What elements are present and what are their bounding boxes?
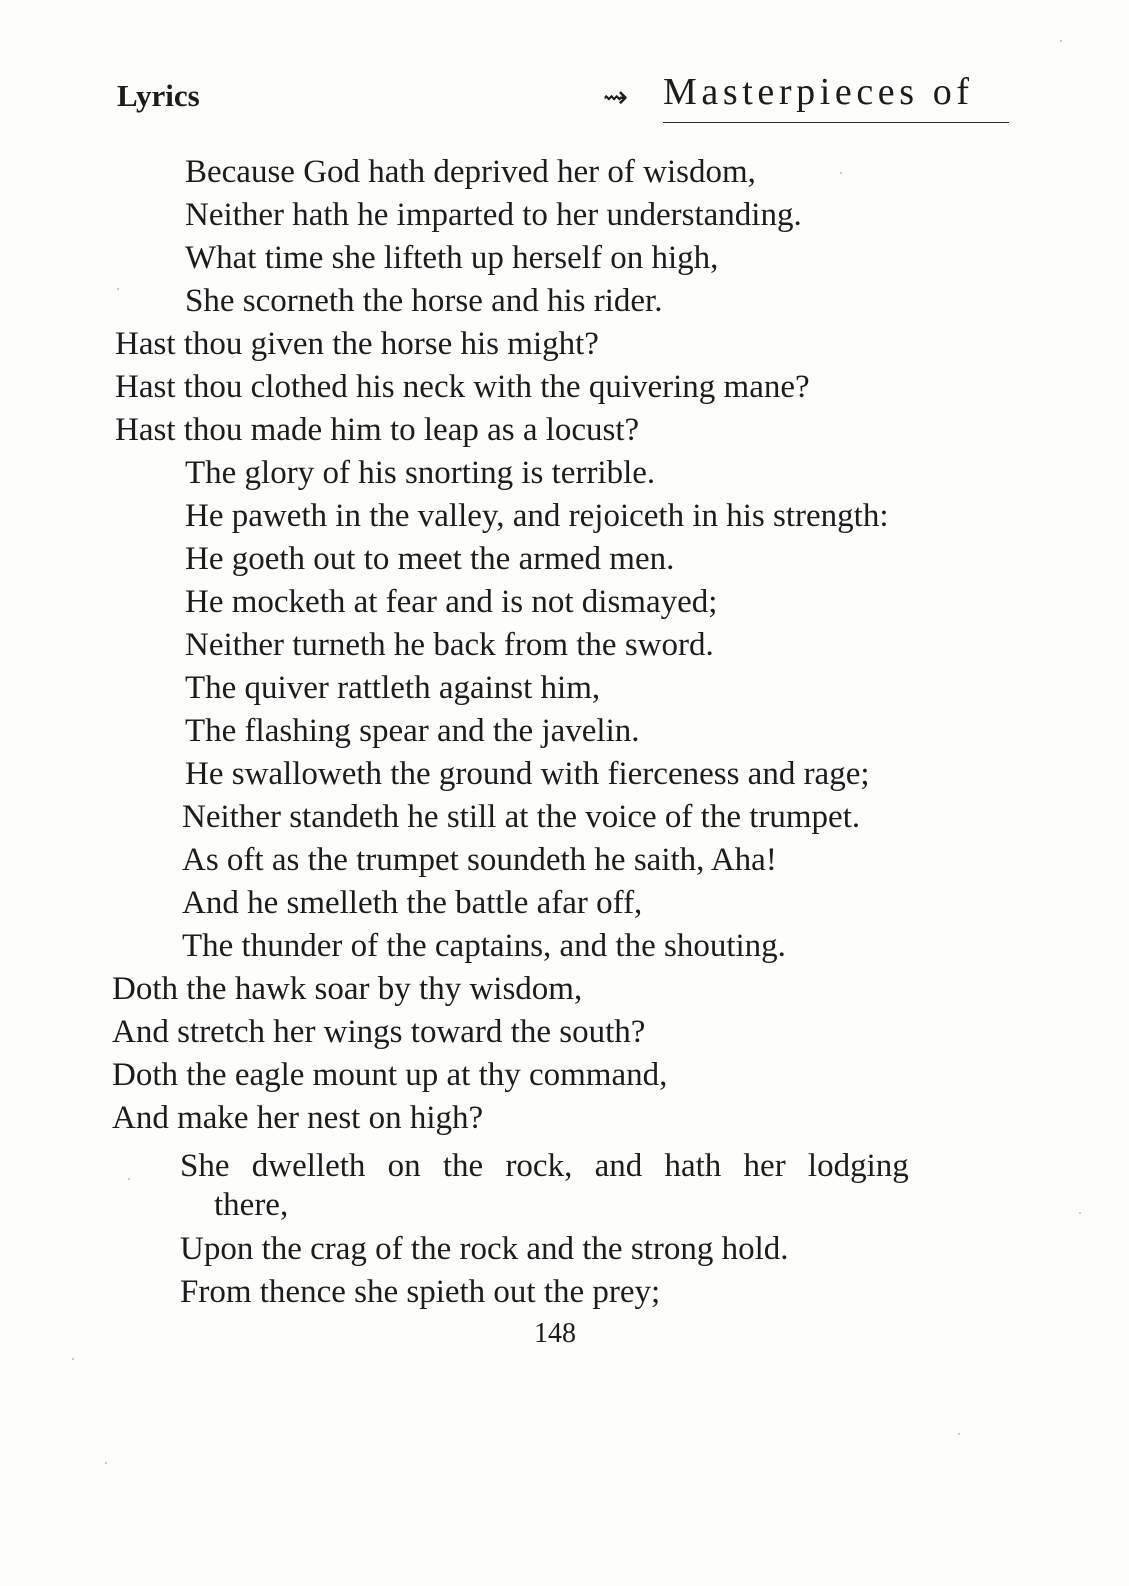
poem-line: The quiver rattleth against him,	[185, 670, 601, 706]
poem-line: What time she lifteth up herself on high,	[185, 240, 719, 276]
pointing-ornament-icon: ⇝	[603, 80, 629, 115]
poem-line: She scorneth the horse and his rider.	[185, 283, 663, 319]
poem-line: Hast thou clothed his neck with the quivering mane?	[115, 369, 810, 405]
poem-line: He mocketh at fear and is not dismayed;	[185, 584, 718, 620]
poem-line: He goeth out to meet the armed men.	[185, 541, 675, 577]
poem-line: And make her nest on high?	[112, 1100, 484, 1136]
poem-line: And stretch her wings toward the south?	[112, 1014, 646, 1050]
running-head-right	[603, 70, 1007, 126]
paper-speck	[72, 1358, 74, 1360]
poem-line: Neither standeth he still at the voice of the trumpet.	[182, 799, 861, 835]
poem-line: Hast thou given the horse his might?	[115, 326, 599, 362]
poem-line: The glory of his snorting is terrible.	[185, 455, 656, 491]
poem-line: From thence she spieth out the prey;	[180, 1274, 661, 1310]
paper-speck	[1060, 40, 1062, 42]
paper-speck	[117, 288, 119, 290]
poem-line: Hast thou made him to leap as a locust?	[115, 412, 640, 448]
poem-line: Neither turneth he back from the sword.	[185, 627, 714, 663]
poem-line: Neither hath he imparted to her understanding.	[185, 197, 802, 233]
paper-speck	[128, 1178, 130, 1180]
header-underline	[663, 122, 1009, 123]
poem-line: Upon the crag of the rock and the strong hold.	[180, 1231, 789, 1267]
poem-line: The thunder of the captains, and the shouting.	[182, 928, 786, 964]
paper-speck	[1079, 1212, 1081, 1214]
paper-speck	[105, 1462, 107, 1464]
poem-line: Doth the hawk soar by thy wisdom,	[112, 971, 583, 1007]
poem-line: And he smelleth the battle afar off,	[182, 885, 643, 921]
poem-line: He paweth in the valley, and rejoiceth in his strength:	[185, 498, 889, 534]
poem-line-continuation: there,	[214, 1187, 289, 1223]
poem-line: He swalloweth the ground with fierceness and rage;	[185, 756, 870, 792]
paper-speck	[958, 1433, 960, 1435]
running-head-left: Lyrics	[117, 78, 200, 113]
page-number: 148	[534, 1318, 576, 1349]
poem-line: Because God hath deprived her of wisdom,	[185, 154, 756, 190]
series-title: Masterpieces of	[663, 71, 974, 113]
paper-speck	[840, 172, 842, 174]
poem-line: As oft as the trumpet soundeth he saith, Aha!	[182, 842, 777, 878]
poem-line: The flashing spear and the javelin.	[185, 713, 640, 749]
poem-line: She dwelleth on the rock, and hath her lodging	[180, 1148, 909, 1184]
poem-line: Doth the eagle mount up at thy command,	[112, 1057, 668, 1093]
